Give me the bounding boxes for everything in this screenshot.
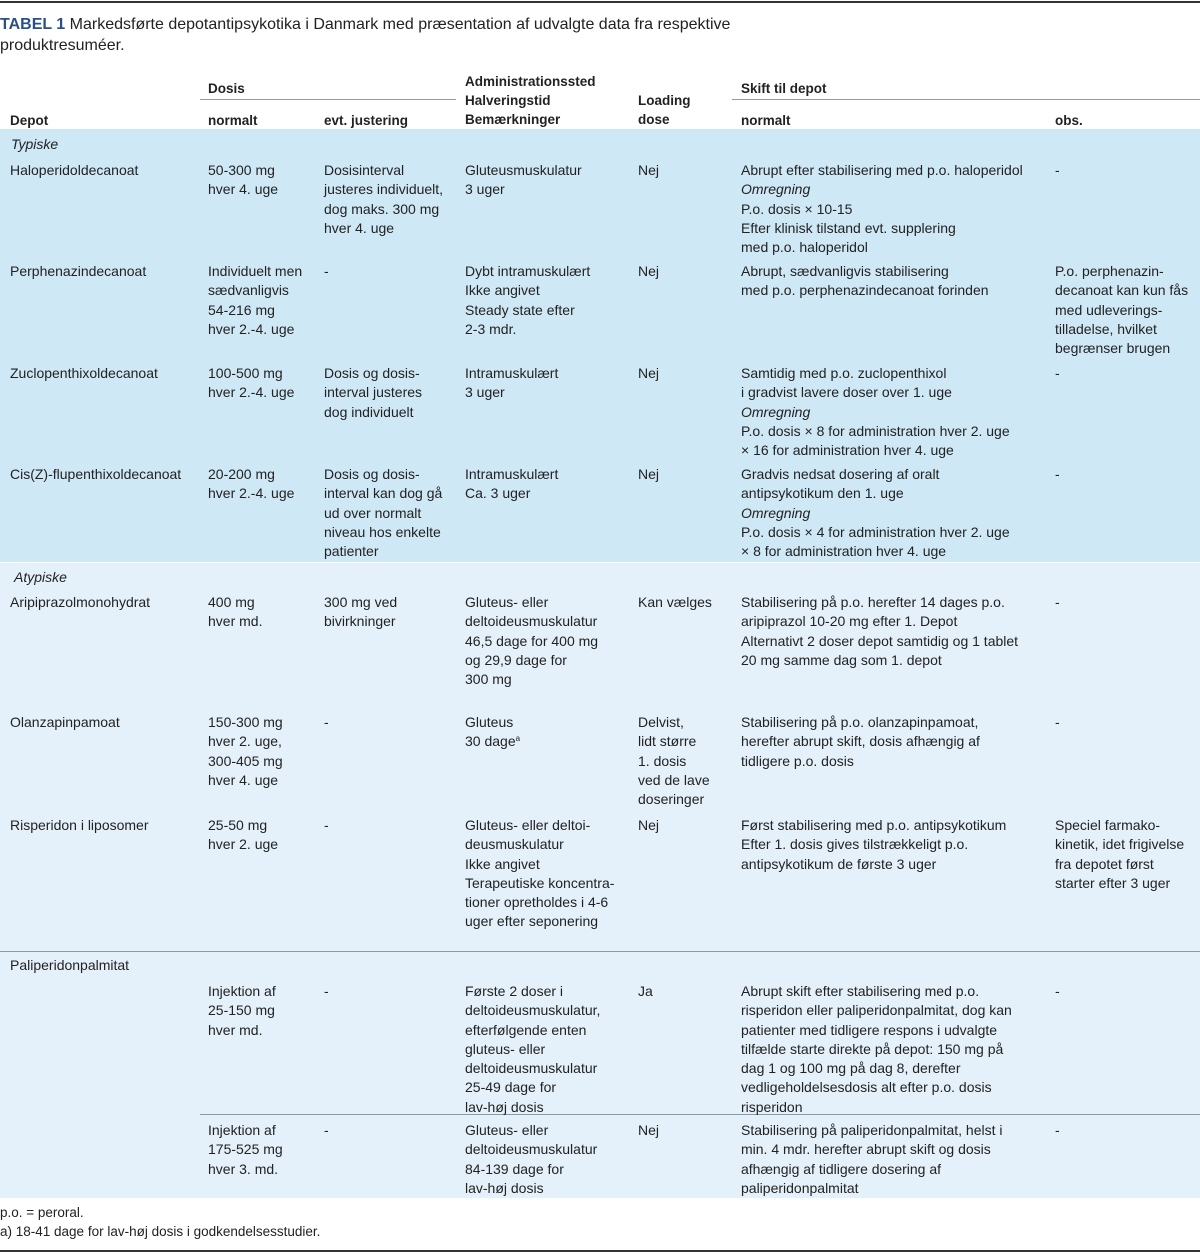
cell-admin: Intramuskulært Ca. 3 uger [465,466,559,502]
cell-obs: - [1055,714,1060,730]
cell-obs: P.o. perphenazin- decanoat kan kun fås med udleverings- tilladelse, hvilket begrænser brugen [1055,263,1189,357]
skift-formula: P.o. dosis × 8 for administration hver 2. uge × 16 for administration hver 4. uge [741,422,1010,459]
cell-depot: Risperidon i liposomer [10,817,149,833]
cell-justering: - [324,263,329,279]
cell-skift: Stabilisering på p.o. olanzapinpamoat, herefter abrupt skift, dosis afhængig af tidligere p.o. dosis [741,714,980,769]
cell-admin: Intramuskulært 3 uger [465,365,559,401]
cell-obs: - [1055,983,1060,999]
omregning-label: Omregning [741,403,811,420]
paliperidon-subrow-divider [200,1114,1200,1115]
cell-dosis: 25-50 mg hver 2. uge [208,817,279,853]
cell-depot: Paliperidonpalmitat [10,957,130,973]
skift-text: Abrupt efter stabilisering med p.o. haloperidol [741,162,1023,178]
cell-skift: Abrupt, sædvanligvis stabilisering med p.o. perphenazindecanoat forinden [741,263,989,299]
cell-justering: - [324,1122,329,1138]
cell-dosis: Injektion af 25-150 mg hver md. [208,983,276,1038]
cell-depot: Cis(Z)-flupenthixoldecanoat [10,466,182,482]
header-skift: Skift til depot [741,81,827,96]
cell-justering: 300 mg ved bivirkninger [324,594,398,630]
cell-skift: Stabilisering på paliperidonpalmitat, helst i min. 4 mdr. herefter abrupt skift og dosis afhængig af tidligere dosering af paliperidonpalmitat [741,1122,1003,1196]
cell-justering: Dosisinterval justeres individuelt, dog maks. 300 mg hver 4. uge [324,162,444,236]
cell-admin: Gluteusmuskulatur 3 uger [465,162,582,198]
cell-dosis: Injektion af 175-525 mg hver 3. md. [208,1122,283,1177]
cell-loading: Nej [638,365,660,381]
cell-depot: Olanzapinpamoat [10,714,120,730]
cell-admin: Gluteus- eller deltoi- deusmuskulatur Ikke angivet Terapeutiske koncentra- tioner opretholdes i 4-6 uger efter seponering [465,817,615,930]
cell-obs: Speciel farmako- kinetik, idet frigivelse fra depotet først starter efter 3 uger [1055,817,1185,891]
omregning-label: Omregning [741,181,811,198]
cell-justering: - [324,817,329,833]
cell-admin: Første 2 doser i deltoideusmuskulatur, efterfølgende enten gluteus- eller deltoideusmuskulatur 25-49 dage for lav-høj dosis [465,983,601,1115]
omregning-label: Omregning [741,504,811,521]
caption-text: Markedsførte depotantipsykotika i Danmark med præsentation af udvalgte data fra respektive produktresuméer. [0,16,731,54]
header-skift-normalt: normalt [741,113,791,128]
cell-skift [741,465,1010,561]
footnote-marker: a [515,734,521,744]
cell-loading: Nej [638,263,660,279]
cell-justering: Dosis og dosis- interval kan dog gå ud over normalt niveau hos enkelte patienter [324,466,443,560]
cell-admin: Gluteus- eller deltoideusmuskulatur 46,5 dage for 400 mg og 29,9 dage for 300 mg [465,594,599,688]
header-skift-rule [732,99,1200,100]
cell-depot: Zuclopenthixoldecanoat [10,365,158,381]
cell-skift [741,364,1010,460]
header-admin: Administrationssted Halveringstid Bemærkninger [465,74,596,127]
header-dosis: Dosis [208,81,245,96]
header-depot: Depot [10,113,49,128]
cell-obs: - [1055,1122,1060,1138]
cell-depot: Aripiprazolmonohydrat [10,594,151,610]
cell-obs: - [1055,365,1060,381]
table-label: TABEL 1 [0,16,66,33]
header-obs: obs. [1055,113,1083,128]
bottom-rule [0,1250,1200,1252]
cell-loading: Nej [638,466,660,482]
header-dosis-normalt: normalt [208,113,258,128]
header-dosis-rule [200,99,456,100]
cell-loading: Nej [638,1122,660,1138]
cell-obs: - [1055,594,1060,610]
cell-loading: Nej [638,817,660,833]
cell-justering: - [324,714,329,730]
admin-site: Gluteus [465,714,514,730]
cell-dosis: 20-200 mg hver 2.-4. uge [208,466,295,502]
cell-admin: Dybt intramuskulært Ikke angivet Steady state efter 2-3 mdr. [465,263,591,337]
cell-skift: Stabilisering på p.o. herefter 14 dages p.o. aripiprazol 10-20 mg efter 1. Depot Alternativt 2 doser depot samtidig og 1 tablet 20 mg samme dag som 1. depot [741,594,1019,668]
cell-dosis: 150-300 mg hver 2. uge, 300-405 mg hver 4. uge [208,714,283,788]
skift-formula: P.o. dosis × 10-15 Efter klinisk tilstand evt. supplering med p.o. haloperidol [741,200,956,256]
cell-dosis: 50-300 mg hver 4. uge [208,162,279,198]
table-caption [0,14,760,56]
cell-loading: Ja [638,983,653,999]
cell-admin: Gluteus- eller deltoideusmuskulatur 84-139 dage for lav-høj dosis [465,1122,598,1196]
cell-justering: - [324,983,329,999]
cell-loading: Kan vælges [638,594,712,610]
skift-formula: P.o. dosis × 4 for administration hver 2. uge × 8 for administration hver 4. uge [741,523,1010,560]
cell-loading: Nej [638,162,660,178]
cell-skift [741,161,1023,257]
cell-loading: Delvist, lidt større 1. dosis ved de lave doseringer [638,714,710,808]
cell-skift: Abrupt skift efter stabilisering med p.o. risperidon eller paliperidonpalmitat, dog kan patienter med tidligere respons i udvalgte tilfælde starte direkte på depot: 150 mg på dag 1 og 100 mg på dag 8, derefter vedligeholdelsesdosis alt efter p.o. dosis risperidon [741,983,1012,1115]
top-rule [0,1,1200,3]
cell-admin [465,713,520,752]
cell-dosis: Individuelt men sædvanligvis 54-216 mg hver 2.-4. uge [208,263,303,337]
cell-obs: - [1055,162,1060,178]
cell-skift: Først stabilisering med p.o. antipsykotikum Efter 1. dosis gives tilstrækkeligt p.o. antipsykotikum de første 3 uger [741,817,1007,872]
cell-depot: Perphenazindecanoat [10,263,147,279]
section-title-typiske: Typiske [11,136,59,152]
footnote-a: a) 18-41 dage for lav-høj dosis i godkendelsesstudier. [0,1224,321,1239]
footnote-po: p.o. = peroral. [0,1205,84,1220]
cell-obs: - [1055,466,1060,482]
cell-dosis: 400 mg hver md. [208,594,263,630]
header-justering: evt. justering [324,113,409,128]
cell-depot: Haloperidoldecanoat [10,162,139,178]
skift-text: Gradvis nedsat dosering af oralt antipsykotikum den 1. uge [741,466,940,502]
header-loading: Loading dose [638,93,691,127]
cell-justering: Dosis og dosis- interval justeres dog individuelt [324,365,423,420]
cell-dosis: 100-500 mg hver 2.-4. uge [208,365,295,401]
admin-halftime: 30 dage [465,733,516,750]
section-title-atypiske: Atypiske [14,569,67,585]
skift-text: Samtidig med p.o. zuclopenthixol i gradvist lavere doser over 1. uge [741,365,952,401]
